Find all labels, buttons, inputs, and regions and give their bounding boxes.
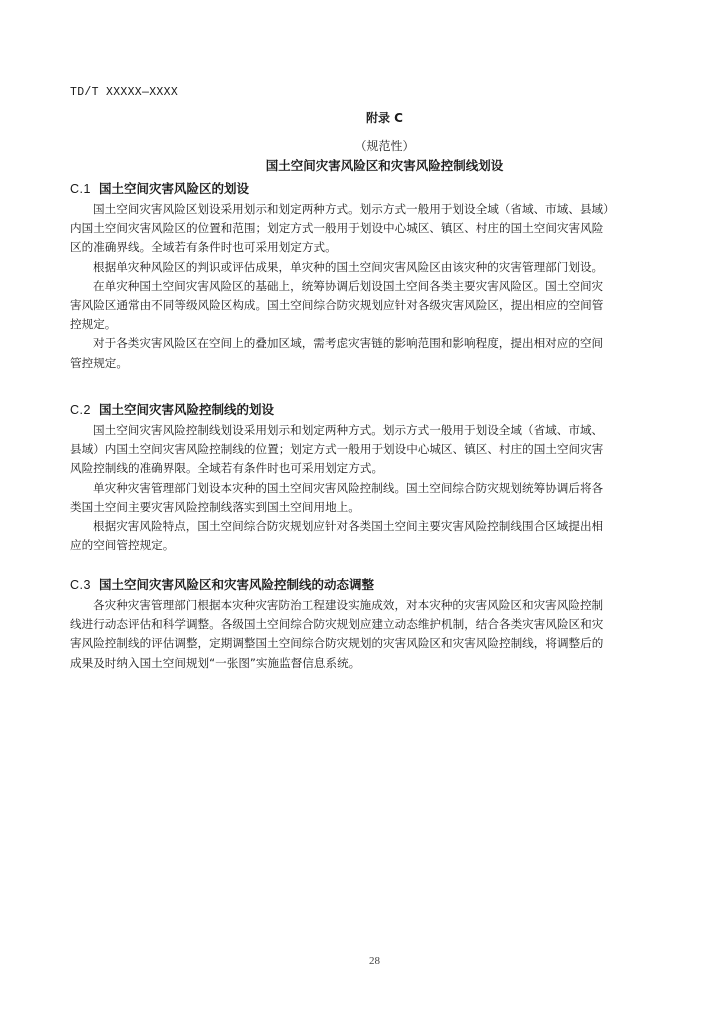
text-line: 区的准确界线。全域若有条件时也可采用划定方式。 — [70, 240, 337, 255]
paragraph — [70, 596, 670, 673]
text-line: 根据单灾种风险区的判识或评估成果，单灾种的国土空间灾害风险区由该灾种的灾害管理部门划设。 — [93, 259, 604, 274]
appendix-title: 附录 C — [366, 111, 403, 125]
text-line: 根据灾害风险特点，国土空间综合防灾规划应针对各类国土空间主要灾害风险控制线围合区域提出相 — [93, 519, 604, 534]
text-line: 风险控制线的准确界限。全域若有条件时也可采用划定方式。 — [70, 461, 384, 476]
standard-code: TD/T XXXXX—XXXX — [70, 86, 179, 99]
paragraph — [70, 479, 670, 517]
section-number: C.3 — [70, 578, 91, 592]
section-title: 国土空间灾害风险控制线的划设 — [98, 402, 274, 417]
section-number: C.1 — [70, 182, 91, 196]
appendix-header — [0, 108, 725, 176]
section-heading — [70, 399, 670, 421]
paragraph — [70, 277, 670, 335]
appendix-nature: （规范性） — [354, 139, 415, 153]
text-line: 国土空间灾害风险区划设采用划示和划定两种方式。划示方式一般用于划设全域（省域、市域、县域） — [93, 202, 615, 216]
text-line: 单灾种灾害管理部门划设本灾种的国土空间灾害风险控制线。国土空间综合防灾规划统筹协调后将各 — [93, 480, 604, 495]
text-line: 管控规定。 — [70, 355, 128, 370]
page-number: 28 — [369, 955, 380, 967]
section-number: C.2 — [70, 403, 91, 417]
section-title: 国土空间灾害风险区和灾害风险控制线的动态调整 — [98, 577, 374, 592]
section-c2 — [70, 399, 670, 555]
text-line: 线进行动态评估和科学调整。各级国土空间综合防灾规划应建立动态维护机制，结合各类灾害风险区和灾 — [70, 617, 604, 632]
text-line: 内国土空间灾害风险区的位置和范围；划定方式一般用于划设中心城区、镇区、村庄的国土空间灾害风险 — [70, 221, 604, 236]
section-c3 — [70, 574, 670, 673]
text-line: 应的空间管控规定。 — [70, 538, 175, 553]
paragraph — [70, 334, 670, 372]
text-line: 各灾种灾害管理部门根据本灾种灾害防治工程建设实施成效，对本灾种的灾害风险区和灾害风险控制 — [93, 598, 604, 612]
text-line: 国土空间灾害风险控制线划设采用划示和划定两种方式。划示方式一般用于划设全域（省域、市域、 — [93, 423, 604, 437]
text-line: 害风险区通常由不同等级风险区构成。国土空间综合防灾规划应针对各级灾害风险区，提出相应的空间管 — [70, 298, 604, 313]
paragraph — [70, 258, 670, 277]
text-line: 对于各类灾害风险区在空间上的叠加区域，需考虑灾害链的影响范围和影响程度，提出相对应的空间 — [93, 336, 604, 351]
text-line: 类国土空间主要灾害风险控制线落实到国土空间用地上。 — [70, 499, 360, 514]
section-title: 国土空间灾害风险区的划设 — [98, 181, 249, 196]
text-line: 控规定。 — [70, 317, 117, 332]
text-line: 在单灾种国土空间灾害风险区的基础上，统筹协调后划设国土空间各类主要灾害风险区。国土空间灾 — [93, 278, 604, 293]
text-line: 县域）内国土空间灾害风险控制线的位置；划定方式一般用于划设中心城区、镇区、村庄的国土空间灾害 — [70, 442, 604, 457]
section-heading — [70, 574, 670, 596]
section-heading — [70, 178, 670, 200]
section-c1 — [70, 178, 670, 373]
appendix-name: 国土空间灾害风险区和灾害风险控制线划设 — [265, 158, 504, 173]
paragraph — [70, 421, 670, 479]
text-line: 成果及时纳入国土空间规划“一张图”实施监督信息系统。 — [70, 655, 361, 670]
paragraph — [70, 200, 670, 258]
paragraph — [70, 517, 670, 555]
text-line: 害风险控制线的评估调整，定期调整国土空间综合防灾规划的灾害风险区和灾害风险控制线，将调整后的 — [70, 636, 604, 651]
